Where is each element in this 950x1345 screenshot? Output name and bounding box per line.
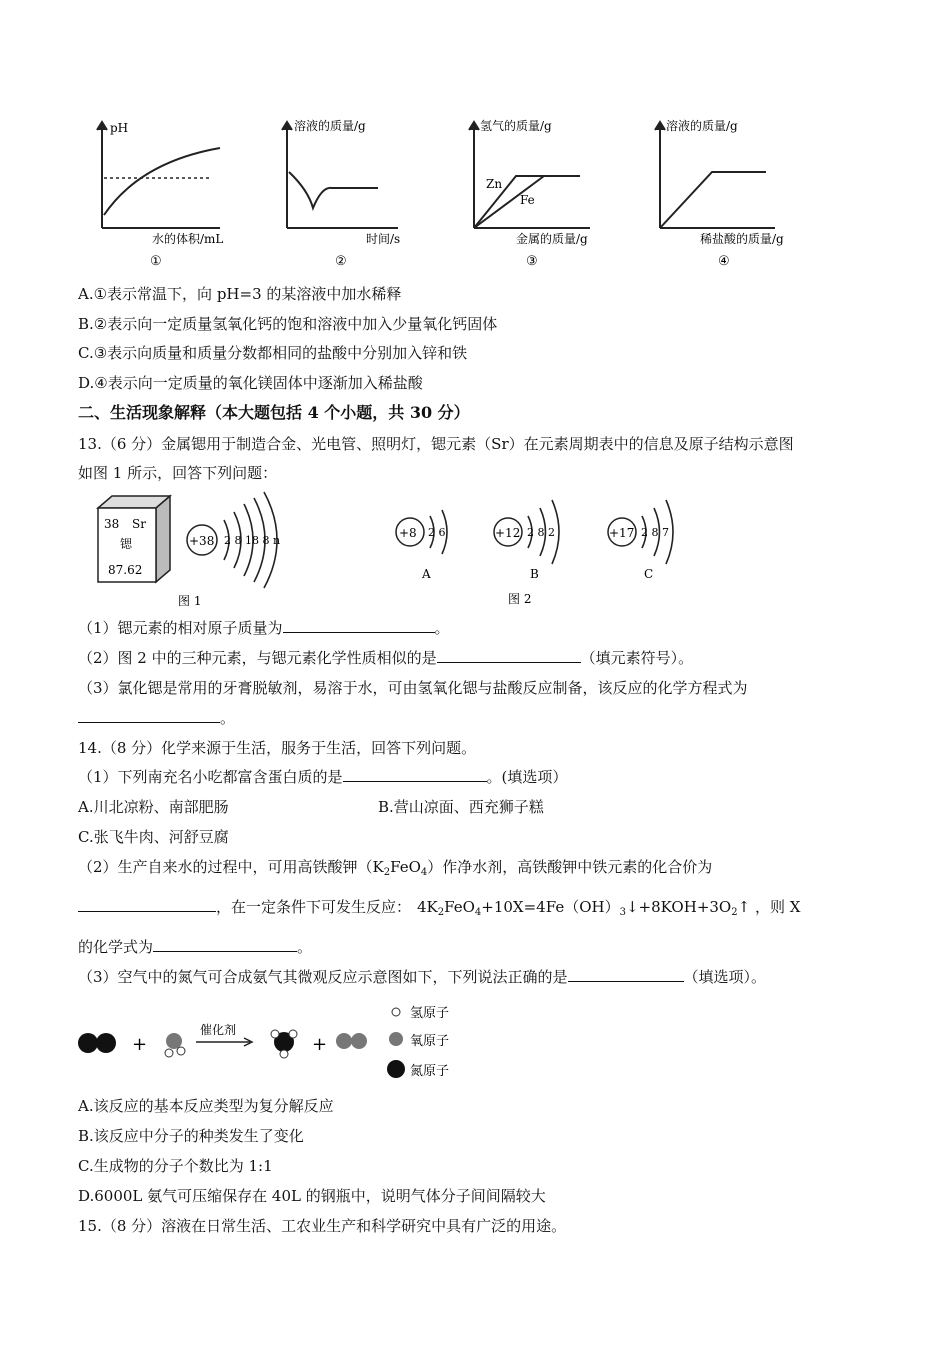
g1-number: ① bbox=[150, 254, 162, 269]
q12-option-c: C.③表示向质量和质量分数都相同的盐酸中分别加入锌和铁 bbox=[78, 344, 468, 362]
q13-part2 bbox=[78, 648, 693, 668]
q14-option-a2: A.该反应的基本反应类型为复分解反应 bbox=[78, 1097, 334, 1115]
o-atom bbox=[351, 1033, 367, 1049]
sr-shells: 2 8 18 8 n bbox=[224, 534, 281, 547]
g4-number: ④ bbox=[718, 254, 730, 269]
atom-c-nucleus: +17 bbox=[609, 526, 635, 540]
catalyst-label: 催化剂 bbox=[200, 1023, 237, 1037]
q13-part3-line2 bbox=[78, 708, 235, 728]
sr-nucleus: +38 bbox=[189, 534, 215, 548]
plus-sign: + bbox=[132, 1034, 148, 1055]
q13-part3-end: 。 bbox=[220, 709, 236, 727]
reaction-equation bbox=[417, 898, 800, 916]
q14-part1 bbox=[78, 767, 567, 787]
eq-part: +10X=4Fe（OH） bbox=[481, 898, 620, 916]
atom-a-shells: 2 6 bbox=[428, 526, 446, 539]
g3-number: ③ bbox=[526, 254, 538, 269]
q14-option-d2: D.6000L 氨气可压缩保存在 40L 的钢瓶中，说明气体分子间间隔较大 bbox=[78, 1187, 546, 1205]
n-atom bbox=[78, 1033, 98, 1053]
h-atom bbox=[177, 1047, 185, 1055]
o-atom bbox=[166, 1033, 182, 1049]
answer-blank[interactable] bbox=[153, 937, 297, 952]
g4-xlabel: 稀盐酸的质量/g bbox=[700, 232, 784, 246]
n-atom bbox=[96, 1033, 116, 1053]
answer-blank[interactable] bbox=[283, 618, 435, 633]
answer-blank[interactable] bbox=[568, 967, 684, 982]
subscript: 2 bbox=[731, 907, 738, 918]
cell-number: 38 bbox=[104, 517, 120, 531]
cell-name: 锶 bbox=[120, 537, 133, 551]
q13-figures bbox=[90, 488, 700, 613]
q14-part2-line3-end: 。 bbox=[297, 938, 313, 956]
g4-ylabel: 溶液的质量/g bbox=[666, 119, 738, 133]
atom-b-nucleus: +12 bbox=[495, 526, 521, 540]
legend-n-atom bbox=[387, 1060, 405, 1078]
legend-h-atom bbox=[392, 1008, 400, 1016]
atom-c-label: C bbox=[644, 567, 654, 581]
g1-xlabel: 水的体积/mL bbox=[152, 232, 224, 246]
h-atom bbox=[271, 1030, 279, 1038]
subscript: 4 bbox=[420, 867, 428, 878]
answer-blank[interactable] bbox=[437, 648, 581, 663]
g3-xlabel: 金属的质量/g bbox=[516, 232, 588, 246]
q14-part2-line3 bbox=[78, 937, 312, 957]
q14-part2-line2 bbox=[78, 897, 800, 917]
answer-blank[interactable] bbox=[78, 708, 220, 723]
g1-ylabel: pH bbox=[110, 121, 129, 135]
o-atom bbox=[336, 1033, 352, 1049]
g3-zn-label: Zn bbox=[486, 177, 503, 191]
q12-option-a: A.①表示常温下，向 pH=3 的某溶液中加水稀释 bbox=[78, 285, 402, 303]
plus-sign: + bbox=[312, 1034, 328, 1055]
q14-part3 bbox=[78, 967, 766, 987]
q14-option-c2: C.生成物的分子个数比为 1:1 bbox=[78, 1157, 273, 1175]
legend-o-atom bbox=[389, 1032, 403, 1046]
subscript: 4 bbox=[474, 907, 482, 918]
atom-a-nucleus: +8 bbox=[399, 526, 417, 540]
q13-part2-text: （2）图 2 中的三种元素，与锶元素化学性质相似的是 bbox=[78, 649, 437, 667]
q13-part3: （3）氯化锶是常用的牙膏脱敏剂，易溶于水，可由氢氧化锶与盐酸反应制备，该反应的化学方程式为 bbox=[78, 679, 748, 697]
q14-part1-text: （1）下列南充名小吃都富含蛋白质的是 bbox=[78, 768, 343, 786]
q14-option-b2: B.该反应中分子的种类发生了变化 bbox=[78, 1127, 304, 1145]
section-heading: 二、生活现象解释（本大题包括 4 个小题，共 30 分） bbox=[78, 403, 470, 422]
atom-c-shells: 2 8 7 bbox=[641, 526, 669, 539]
q13-stem-1: 13.（6 分）金属锶用于制造合金、光电管、照明灯，锶元素（Sr）在元素周期表中的信息及原子结构示意图 bbox=[78, 435, 794, 453]
q14-part2-line2-text: ，在一定条件下可发生反应： bbox=[216, 898, 412, 916]
reaction-diagram bbox=[72, 996, 472, 1090]
g3-ylabel: 氢气的质量/g bbox=[480, 119, 552, 133]
cell-symbol: Sr bbox=[132, 517, 146, 531]
q12-graphs bbox=[70, 110, 830, 275]
q14-part2-text-c: ）作净水剂，高铁酸钾中铁元素的化合价为 bbox=[427, 858, 713, 876]
fig2-caption: 图 2 bbox=[508, 592, 532, 606]
q14-part1-end: 。(填选项） bbox=[486, 768, 568, 786]
q13-part1-end: 。 bbox=[434, 619, 450, 637]
q14-part3-end: （填选项）。 bbox=[683, 968, 767, 986]
eq-part: 4K bbox=[417, 898, 438, 916]
g2-xlabel: 时间/s bbox=[366, 232, 401, 246]
g2-number: ② bbox=[335, 254, 347, 269]
eq-part: ↑ ，则 X bbox=[737, 898, 801, 916]
answer-blank[interactable] bbox=[78, 897, 216, 912]
q12-option-b: B.②表示向一定质量氢氧化钙的饱和溶液中加入少量氧化钙固体 bbox=[78, 315, 498, 333]
h-atom bbox=[280, 1050, 288, 1058]
q14-part2-text-b: FeO bbox=[390, 858, 421, 876]
eq-part: ↓+8KOH+3O bbox=[625, 898, 732, 916]
q14-part2-text-a: （2）生产自来水的过程中，可用高铁酸钾（K bbox=[78, 858, 384, 876]
q13-part1-text: （1）锶元素的相对原子质量为 bbox=[78, 619, 283, 637]
q13-part1 bbox=[78, 618, 450, 638]
h-atom bbox=[165, 1049, 173, 1057]
subscript: 2 bbox=[437, 907, 445, 918]
q13-part2-end: （填元素符号）。 bbox=[580, 649, 694, 667]
fig1-caption: 图 1 bbox=[178, 594, 202, 608]
answer-blank[interactable] bbox=[343, 767, 487, 782]
g3-fe-label: Fe bbox=[520, 193, 535, 207]
legend-nitrogen: 氮原子 bbox=[410, 1064, 450, 1079]
g2-ylabel: 溶液的质量/g bbox=[294, 119, 366, 133]
q13-stem-2: 如图 1 所示，回答下列问题： bbox=[78, 464, 278, 482]
atom-b-label: B bbox=[530, 567, 539, 581]
subscript: 3 bbox=[619, 907, 626, 918]
q14-option-b: B.营山凉面、西充狮子糕 bbox=[378, 798, 544, 816]
legend-hydrogen: 氢原子 bbox=[410, 1006, 450, 1021]
h-atom bbox=[289, 1030, 297, 1038]
q14-stem: 14.（8 分）化学来源于生活，服务于生活，回答下列问题。 bbox=[78, 739, 477, 757]
q15-stem: 15.（8 分）溶液在日常生活、工农业生产和科学研究中具有广泛的用途。 bbox=[78, 1217, 567, 1235]
subscript: 2 bbox=[383, 867, 391, 878]
q14-part3-text: （3）空气中的氮气可合成氨气其微观反应示意图如下，下列说法正确的是 bbox=[78, 968, 568, 986]
q14-part2 bbox=[78, 857, 712, 877]
atom-b-shells: 2 8 2 bbox=[527, 526, 555, 539]
q12-option-d: D.④表示向一定质量的氧化镁固体中逐渐加入稀盐酸 bbox=[78, 374, 423, 392]
q14-part2-line3-text: 的化学式为 bbox=[78, 938, 154, 956]
atom-a-label: A bbox=[422, 567, 431, 581]
eq-part: FeO bbox=[444, 898, 475, 916]
legend-oxygen: 氧原子 bbox=[410, 1034, 450, 1049]
q14-option-a: A.川北凉粉、南部肥肠 bbox=[78, 798, 229, 816]
q14-option-c: C.张飞牛肉、河舒豆腐 bbox=[78, 828, 229, 846]
cell-mass: 87.62 bbox=[108, 563, 143, 577]
ph-curve bbox=[104, 148, 220, 215]
